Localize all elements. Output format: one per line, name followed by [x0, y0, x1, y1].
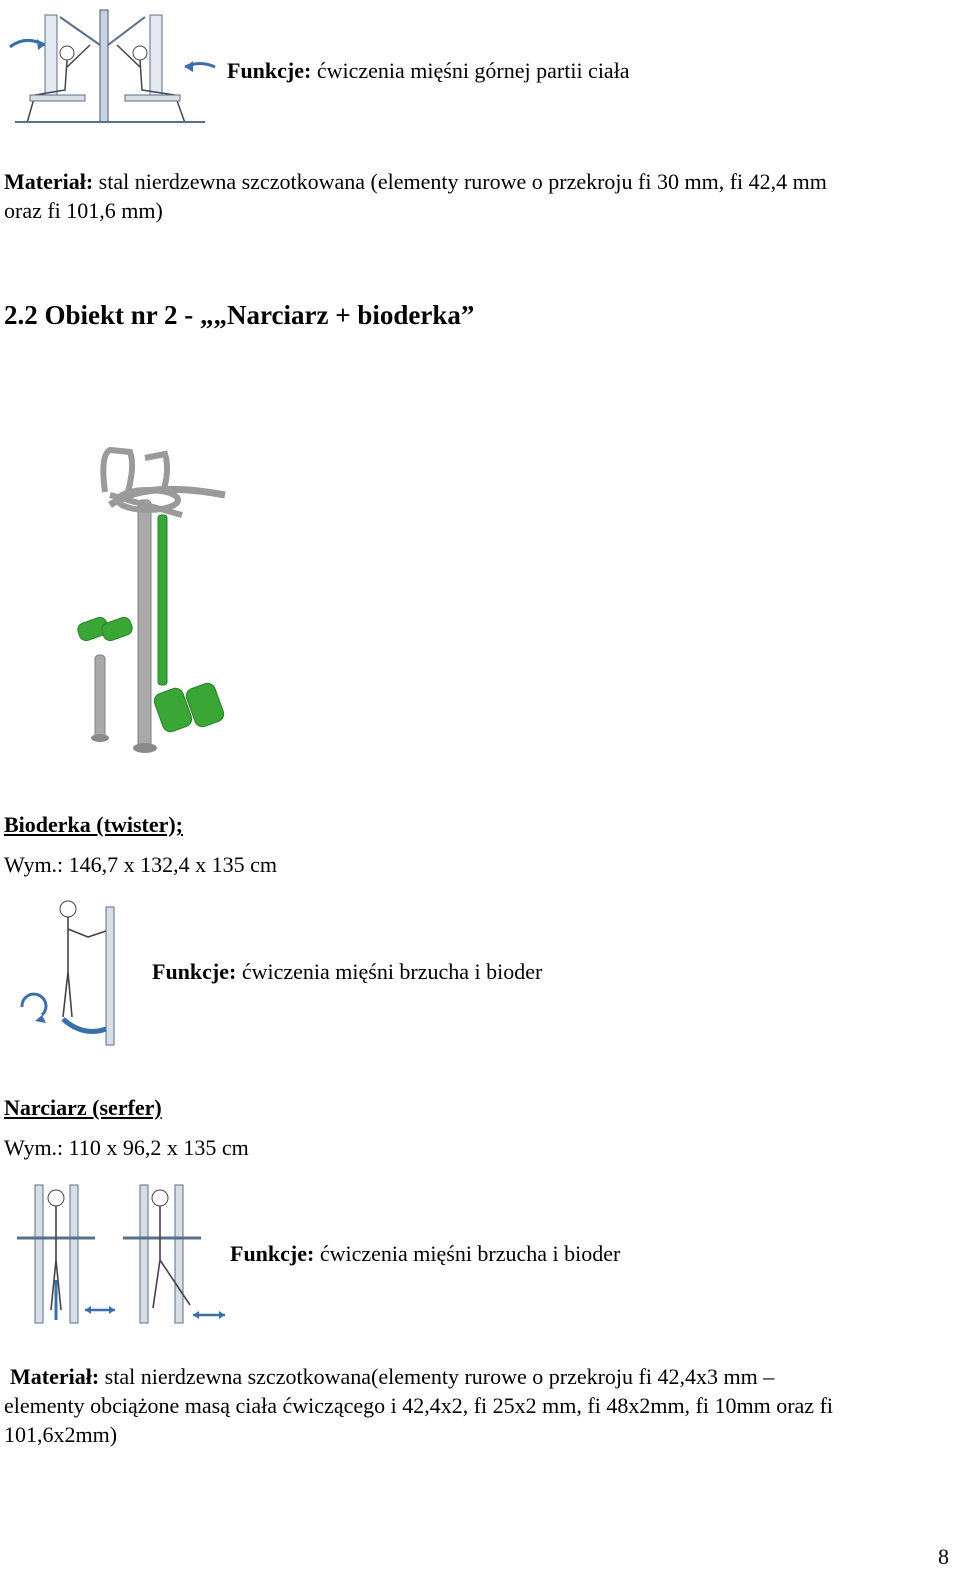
material-text-line3: 101,6x2mm) — [4, 1422, 118, 1447]
equipment-illustration — [70, 440, 240, 760]
material-text-line2: oraz fi 101,6 mm) — [4, 198, 163, 223]
material-label: Materiał: — [10, 1364, 100, 1389]
material-label: Materiał: — [4, 169, 94, 194]
material-paragraph-2 — [4, 1362, 953, 1449]
bioderka-dimensions: Wym.: 146,7 x 132,4 x 135 cm — [4, 852, 278, 877]
narciarz-title: Narciarz (serfer) — [4, 1095, 162, 1120]
functions-label: Funkcje: — [152, 959, 237, 984]
functions-label: Funkcje: — [230, 1241, 315, 1266]
material-text-line1: stal nierdzewna szczotkowana (elementy rurowe o przekroju fi 30 mm, fi 42,4 mm — [98, 169, 827, 194]
narciarz-pictogram — [5, 1180, 230, 1330]
functions-narciarz — [230, 1239, 620, 1268]
functions-text: ćwiczenia mięśni brzucha i bioder — [241, 959, 543, 984]
material-text-line2: elementy obciążone masą ciała ćwiczącego i 42,4x2, fi 25x2 mm, fi 48x2mm, fi 10mm oraz fi — [4, 1393, 834, 1418]
bioderka-title: Bioderka (twister); — [4, 812, 184, 837]
functions-text: ćwiczenia mięśni brzucha i bioder — [319, 1241, 621, 1266]
section-heading: 2.2 Obiekt nr 2 - „„Narciarz + bioderka” — [4, 300, 475, 330]
material-paragraph-1 — [4, 167, 827, 225]
functions-label: Funkcje: — [227, 58, 312, 83]
material-text-line1: stal nierdzewna szczotkowana(elementy rurowe o przekroju fi 42,4x3 mm – — [104, 1364, 775, 1389]
functions-text: ćwiczenia mięśni górnej partii ciała — [316, 58, 630, 83]
page-number: 8 — [938, 1544, 949, 1569]
narciarz-dimensions: Wym.: 110 x 96,2 x 135 cm — [4, 1135, 249, 1160]
functions-upper-body — [227, 56, 630, 85]
functions-bioderka — [152, 957, 542, 986]
twister-pictogram — [8, 897, 120, 1047]
upper-body-machine-illustration — [5, 5, 220, 127]
